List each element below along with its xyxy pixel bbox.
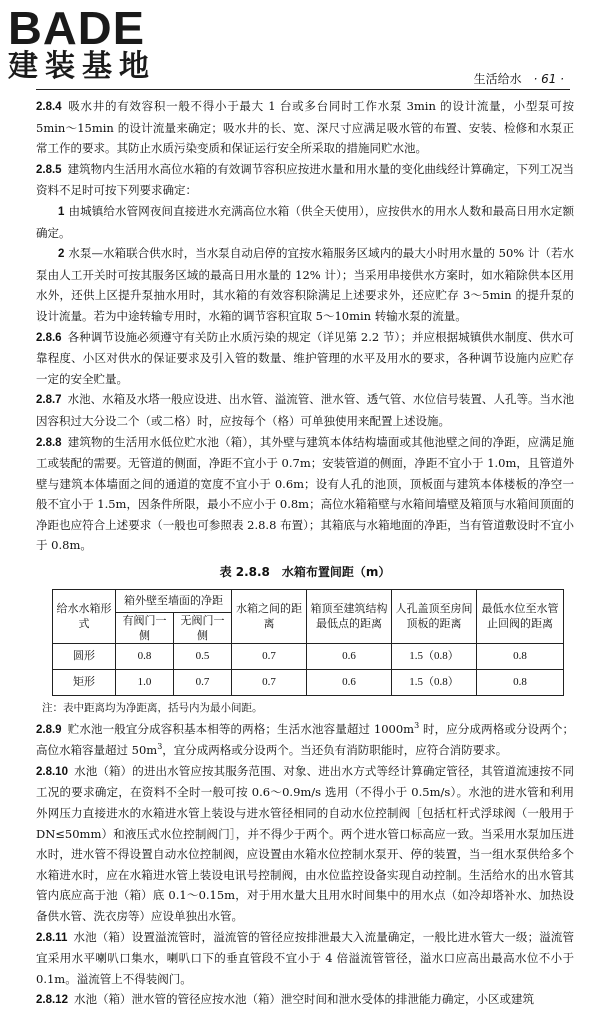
header-rule: [36, 89, 570, 90]
clause-number: 2.8.7: [36, 394, 62, 407]
clause-2-8-11: [36, 927, 574, 990]
table-row: [53, 669, 564, 695]
clause-2-8-5-item-1: [36, 201, 574, 243]
cell-form: 圆形: [53, 643, 116, 669]
clause-text: 各种调节设施必须遵守有关防止水质污染的规定（详见第 2.2 节）；并应根据城镇供水制度、供水可靠程度、小区对供水的保证要求及引入管的数量、维护管理的水平及用水的要求，各种调节设施内应贮存一定的安全贮量。: [36, 329, 574, 386]
table-note: 注：表中距离均为净距离，括号内为最小间距。: [42, 701, 263, 714]
table-row: [53, 643, 564, 669]
cell-top: 0.6: [307, 669, 392, 695]
cell-manhole: 1.5（0.8）: [392, 669, 477, 695]
clause-text-c: ，宜分成两格或分设两个。当还负有消防职能时，应符合消防要求。: [162, 743, 508, 758]
cell-between: 0.7: [232, 669, 307, 695]
item-text: 由城镇给水管网夜间直接进水充满高位水箱（供全天使用），应按供水的用水人数和最高日用水定额确定。: [36, 203, 574, 240]
superscript: 3: [414, 720, 420, 730]
clause-number: 2.8.11: [36, 931, 68, 944]
logo-chinese: 建装基地: [8, 49, 156, 84]
clause-number: 2.8.8: [36, 436, 62, 449]
item-number: 2: [58, 248, 65, 261]
clause-text: 水池（箱）泄水管的管径应按水池（箱）泄空时间和泄水受体的排泄能力确定，小区或建筑: [73, 992, 534, 1007]
logo-english: BADE: [8, 2, 146, 54]
header-between: 水箱之间的距离: [232, 589, 307, 643]
clause-number: 2.8.9: [36, 723, 62, 736]
clause-text-a: 贮水池一般宜分成容积基本相等的两格；生活水池容量超过 1000m: [67, 721, 415, 736]
page-body: [36, 96, 574, 1011]
clause-2-8-5-item-2: [36, 243, 574, 326]
cell-nopipe: 0.7: [174, 669, 232, 695]
clause-number: 2.8.10: [36, 765, 68, 778]
header-level: 最低水位至水管止回阀的距离: [477, 589, 564, 643]
tank-spacing-table: [52, 589, 564, 696]
clause-2-8-6: [36, 327, 574, 390]
clause-2-8-4: [36, 96, 574, 159]
clause-number: 2.8.12: [36, 994, 68, 1007]
clause-number: 2.8.4: [36, 101, 62, 113]
cell-form: 矩形: [53, 669, 116, 695]
cell-pipe: 1.0: [116, 669, 174, 695]
cell-nopipe: 0.5: [174, 643, 232, 669]
clause-text: 水池（箱）设置溢流管时，溢流管的管径应按排泄最大入流量确定，一般比进水管大一级；溢流管宜采用水平喇叭口集水，喇叭口下的垂直管段不宜小于 4 倍溢流管管径，溢水口应高出最高水位不小于 0.1m。溢流管上不得装阀门。: [36, 929, 574, 986]
cell-level: 0.8: [477, 669, 564, 695]
clause-text: 建筑物的生活用水低位贮水池（箱），其外壁与建筑本体结构墙面或其他池壁之间的净距，应满足施工或装配的需要。无管道的侧面，净距不宜小于 0.7m；安装管道的侧面，净距不宜小于 1.0m，且管道外壁与建筑本体墙面之间的通道的宽度不宜小于 0.6m；设有人孔的池顶，顶板面与建筑本体楼板的净空一般不宜小于 1.5m，因条件所限，最小不应小于 0.8m；高位水箱箱壁与水箱间墙壁及箱顶与水箱间顶面的净距也应符合上述要求（一般也可参照表 2.8.8 布置）；其箱底与水箱地面的净距，当有管道敷设时不宜小于 0.8m。: [36, 434, 574, 553]
table-title: 表 2.8.8 水箱布置间距（m）: [219, 565, 391, 580]
running-head: [474, 70, 564, 87]
clause-2-8-10: [36, 761, 574, 927]
clause-text: 建筑物内生活用水高位水箱的有效调节容积应按进水量和用水量的变化曲线经计算确定，下列工况当资料不足时可按下列要求确定：: [36, 161, 574, 198]
clause-2-8-7: [36, 389, 574, 431]
clause-2-8-9: [36, 719, 574, 761]
header-form: 给水水箱形式: [53, 589, 116, 643]
item-text: 水泵—水箱联合供水时，当水泵自动启停的宜按水箱服务区域内的最大小时用水量的 50% 计（若水泵由人工开关时可按其服务区域的最高日用水量的 12% 计）；当采用串接供水方案时，如水箱除供本区用水外，还供上区提升泵抽水用时，其水箱的有效容积除满足上述要求外，还应贮存 3～5min 的提升泵的设计流量。若为中途转输专用时，水箱的调节容积宜取 5～10min 转输水泵的流量。: [36, 246, 574, 323]
page-number: · 61 ·: [533, 72, 564, 86]
header-wall: 箱外壁至墙面的净距: [116, 589, 232, 612]
clause-text: 吸水井的有效容积一般不得小于最大 1 台或多台同时工作水泵 3min 的设计流量，小型泵可按 5min～15min 的设计流量来确定；吸水井的长、宽、深尺寸应满足吸水管的布置、安装、检修和水泵正常工作的要求。其防止水质污染变质和保证运行安全所采取的措施同贮水池。: [36, 99, 574, 156]
clause-number: 2.8.5: [36, 163, 62, 176]
section-title: 生活给水: [473, 72, 522, 86]
clause-number: 2.8.6: [36, 331, 62, 344]
clause-text: 水池（箱）的进出水管应按其服务范围、对象、进出水方式等经计算确定管径，其管道流速按不同工况的要求确定，在资料不全时一般可按 0.6～0.9m/s 选用（不得小于 0.5m/s）。水池的进水管和利用外网压力直接进水的水箱进水管上装设与进水管径相同的自动水位控制阀［包括杠杆式浮球阀（一般用于 DN≤50mm）和液压式水位控制阀门］，并不得少于两个。两个进水管口标高应一致。当采用水泵加压进水时，进水管不得设置自动水位控制阀，应设置由水箱水位控制水泵开、停的装置，当一组水泵供给多个水箱进水时，应在水箱进水管上装设电讯号控制阀，由水位监控设备实现自动控制。生活给水的出水管其管内底应高于池（箱）底 0.1～0.15m，对于用水量大且用水时间集中的用水点（如冷却塔补水、加热设备供水管、洗衣房等）应设单独出水管。: [36, 763, 574, 923]
clause-2-8-12: [36, 989, 574, 1011]
cell-pipe: 0.8: [116, 643, 174, 669]
header-wall-pipe: 有阀门一侧: [116, 612, 174, 643]
header-manhole: 人孔盖顶至房间顶板的距离: [392, 589, 477, 643]
header-top: 箱顶至建筑结构最低点的距离: [307, 589, 392, 643]
cell-top: 0.6: [307, 643, 392, 669]
clause-text-b: 时，应分成两格或分设两个；高位水箱容量超过 50m: [36, 721, 575, 758]
cell-between: 0.7: [232, 643, 307, 669]
cell-manhole: 1.5（0.8）: [392, 643, 477, 669]
publisher-logo: [8, 2, 188, 84]
header-wall-nopipe: 无阀门一侧: [174, 612, 232, 643]
cell-level: 0.8: [477, 643, 564, 669]
clause-text: 水池、水箱及水塔一般应设进、出水管、溢流管、泄水管、透气管、水位信号装置、人孔等。当水池因容积过大分设二个（或二格）时，应按每个（格）可单独使用来配置上述设施。: [36, 392, 574, 428]
item-number: 1: [58, 205, 65, 218]
superscript: 3: [157, 742, 163, 752]
clause-2-8-8: [36, 432, 574, 557]
clause-2-8-5: [36, 159, 574, 201]
